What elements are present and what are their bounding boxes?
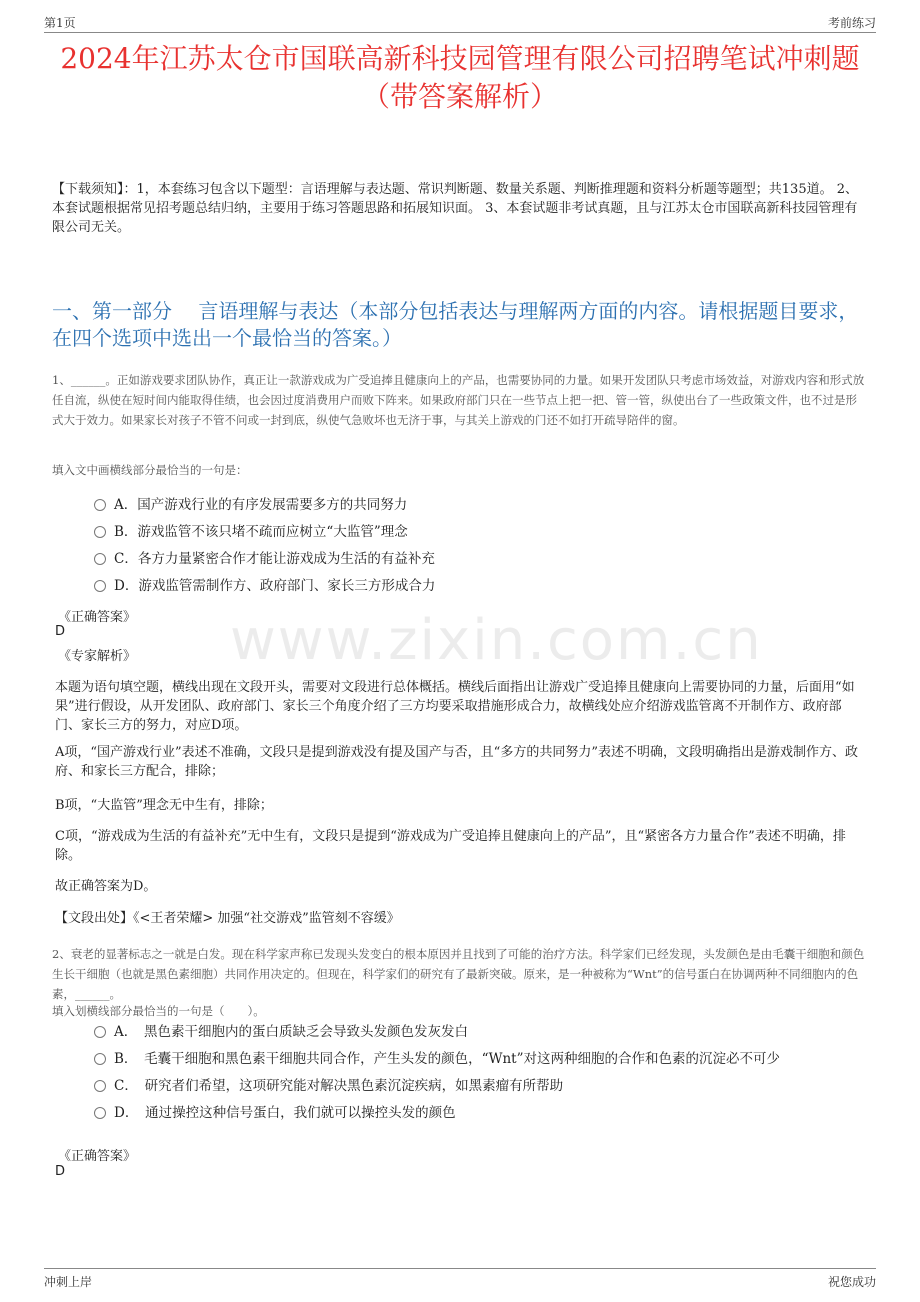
question-1-text: 1、______。正如游戏要求团队协作，真正让一款游戏成为广受追捧且健康向上的产品，也需要协同的力量。如果开发团队只考虑市场效益，对游戏内容和形式放任自流，纵使在短时间内能取得佳绩，也会因过度消费用户而败下阵来。如果政府部门只在一些节点上把一把、管一管，纵使出台了一些政策文件，也不过是形式大于效力。如果家长对孩子不管不问或一封到底，纵使气急败坏也无济于事，与其关上游戏的门还不如打开疏导陪伴的窗。 — [52, 373, 865, 427]
q2-option-d[interactable]: D． 通过操控这种信号蛋白，我们就可以操控头发的颜色 — [94, 1102, 456, 1124]
document-title: 2024年江苏太仓市国联高新科技园管理有限公司招聘笔试冲刺题（带答案解析） — [60, 42, 860, 113]
header-label: 考前练习 — [827, 16, 876, 30]
q1-analysis-c: C项，“游戏成为生活的有益补充”无中生有，文段只是提到“游戏成为广受追捧且健康向上的产品”，且“紧密各方力量合作”表述不明确，排除。 — [55, 829, 846, 863]
q1-answer: D — [55, 624, 66, 639]
radio-icon[interactable] — [94, 1107, 106, 1119]
question-2-prompt: 填入划横线部分最恰当的一句是（ ）。 — [52, 1004, 265, 1018]
radio-icon[interactable] — [94, 580, 106, 592]
section-heading: 一、第一部分 言语理解与表达（本部分包括表达与理解两方面的内容。请根据题目要求，在四个选项中选出一个最恰当的答案。） — [52, 299, 859, 350]
page-number: 第1页 — [44, 16, 76, 30]
q2-option-c[interactable]: C． 研究者们希望，这项研究能对解决黑色素沉淀疾病，如黑素瘤有所帮助 — [94, 1075, 563, 1097]
question-1-prompt: 填入文中画横线部分最恰当的一句是： — [52, 463, 248, 477]
footer-right: 祝您成功 — [827, 1275, 876, 1289]
q1-answer-label: 《正确答案》 — [58, 610, 137, 625]
radio-icon[interactable] — [94, 499, 106, 511]
radio-icon[interactable] — [94, 1026, 106, 1038]
page-header — [44, 14, 876, 33]
q2-answer: D — [55, 1164, 66, 1179]
q1-analysis-b: B项，“大监管”理念无中生有，排除； — [55, 798, 273, 813]
question-2-text: 2、衰老的显著标志之一就是白发。现在科学家声称已发现头发变白的根本原因并且找到了可能的治疗方法。科学家们已经发现，头发颜色是由毛囊干细胞和颜色生长干细胞（也就是黑色素细胞）共同作用决定的。但现在，科学家们的研究有了最新突破。原来，是一种被称为“Wnt”的信号蛋白在协调两种不同细胞内的色素，______。 — [52, 947, 865, 1001]
q1-analysis-label: 《专家解析》 — [58, 649, 137, 664]
watermark: www.zixin.com.cn — [230, 608, 763, 673]
q1-source: 【文段出处】《<王者荣耀> 加强“社交游戏”监管刻不容缓》 — [55, 911, 400, 926]
q1-conclusion: 故正确答案为D。 — [55, 879, 157, 894]
q2-option-a[interactable]: A． 黑色素干细胞内的蛋白质缺乏会导致头发颜色发灰发白 — [94, 1021, 468, 1043]
q1-option-a[interactable]: A．国产游戏行业的有序发展需要多方的共同努力 — [94, 494, 407, 516]
radio-icon[interactable] — [94, 553, 106, 565]
radio-icon[interactable] — [94, 526, 106, 538]
download-notice: 【下载须知】：1，本套练习包含以下题型：言语理解与表达题、常识判断题、数量关系题、判断推理题和资料分析题等题型；共135道。 2、本套试题根据常见招考题总结归纳，主要用于练习答题思路和拓展知识面。 3、本套试题非考试真题，且与江苏太仓市国联高新科技园管理有限公司无关。 — [52, 182, 858, 235]
footer-left: 冲刺上岸 — [44, 1275, 93, 1289]
q1-option-b[interactable]: B．游戏监管不该只堵不疏而应树立“大监管”理念 — [94, 521, 408, 543]
q1-analysis-summary: 本题为语句填空题，横线出现在文段开头，需要对文段进行总体概括。横线后面指出让游戏广受追捧且健康向上需要协同的力量，后面用“如果”进行假设，从开发团队、政府部门、家长三个角度介绍了三方均要采取措施形成合力，故横线处应介绍游戏监管离不开制作方、政府部门、家长三方的努力，对应D项。 — [55, 680, 855, 733]
radio-icon[interactable] — [94, 1053, 106, 1065]
radio-icon[interactable] — [94, 1080, 106, 1092]
q1-option-d[interactable]: D．游戏监管需制作方、政府部门、家长三方形成合力 — [94, 575, 435, 597]
q2-option-b[interactable]: B． 毛囊干细胞和黑色素干细胞共同合作，产生头发的颜色，“Wnt”对这两种细胞的合作和色素的沉淀必不可少 — [94, 1048, 780, 1070]
page-footer — [44, 1268, 876, 1291]
q1-option-c[interactable]: C．各方力量紧密合作才能让游戏成为生活的有益补充 — [94, 548, 435, 570]
q1-analysis-a: A项，“国产游戏行业”表述不准确，文段只是提到游戏没有提及国产与否，且“多方的共同努力”表述不明确，文段明确指出是游戏制作方、政府、和家长三方配合，排除； — [55, 745, 858, 779]
q2-answer-label: 《正确答案》 — [58, 1149, 137, 1164]
